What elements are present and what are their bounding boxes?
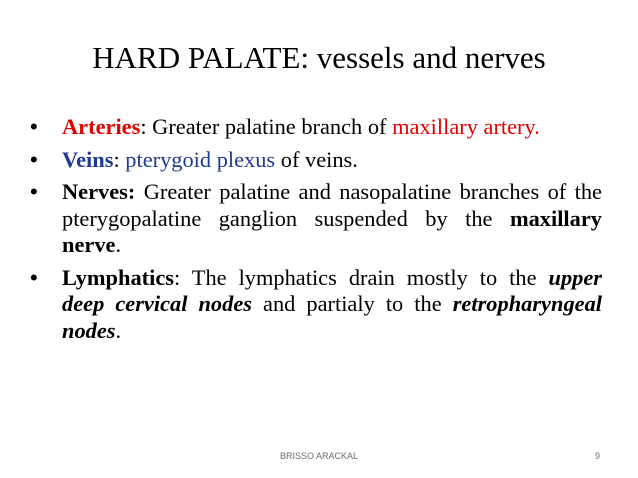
term-arteries: Arteries — [62, 114, 141, 139]
bullet-lymphatics — [30, 265, 602, 345]
bullet-nerves — [30, 179, 602, 259]
bullet-dot-icon: • — [30, 114, 38, 139]
lymphatics-text: : The lymphatics drain mostly to the — [173, 264, 549, 290]
page-number: 9 — [594, 451, 600, 461]
slide-title: HARD PALATE: vessels and nerves — [92, 40, 546, 75]
arteries-text: Greater palatine branch of — [152, 114, 393, 139]
bullet-veins — [30, 147, 602, 174]
nerves-text: Greater palatine and nasopalatine branches of the pterygopalatine ganglion suspended by the — [62, 179, 602, 231]
bullet-arteries — [30, 114, 602, 141]
lymphatics-text-2: and partialy to the — [251, 291, 453, 316]
bullet-dot-icon: • — [30, 179, 38, 204]
upper-deep-cervical-nodes-text: upper deep cervical nodes — [62, 264, 602, 316]
separator: : — [113, 146, 126, 172]
retropharyngeal-nodes-text: retropharyngeal nodes — [62, 291, 602, 343]
bullet-dot-icon: • — [30, 146, 38, 172]
bullet-dot-icon: • — [30, 264, 38, 290]
pterygoid-plexus-text: pterygoid plexus — [125, 146, 276, 172]
maxillary-nerve-text: maxillary nerve — [62, 205, 602, 257]
term-veins: Veins — [62, 146, 114, 172]
footer-author: BRISSO ARACKAL — [279, 451, 359, 461]
separator: : — [140, 114, 153, 139]
term-nerves: Nerves: — [62, 179, 136, 204]
bullet-list — [30, 114, 602, 350]
lymphatics-end: . — [115, 317, 122, 343]
nerves-end: . — [115, 232, 122, 257]
maxillary-artery-text: maxillary artery. — [392, 114, 540, 139]
veins-text: of veins. — [275, 146, 358, 172]
term-lymphatics: Lymphatics — [62, 264, 174, 290]
